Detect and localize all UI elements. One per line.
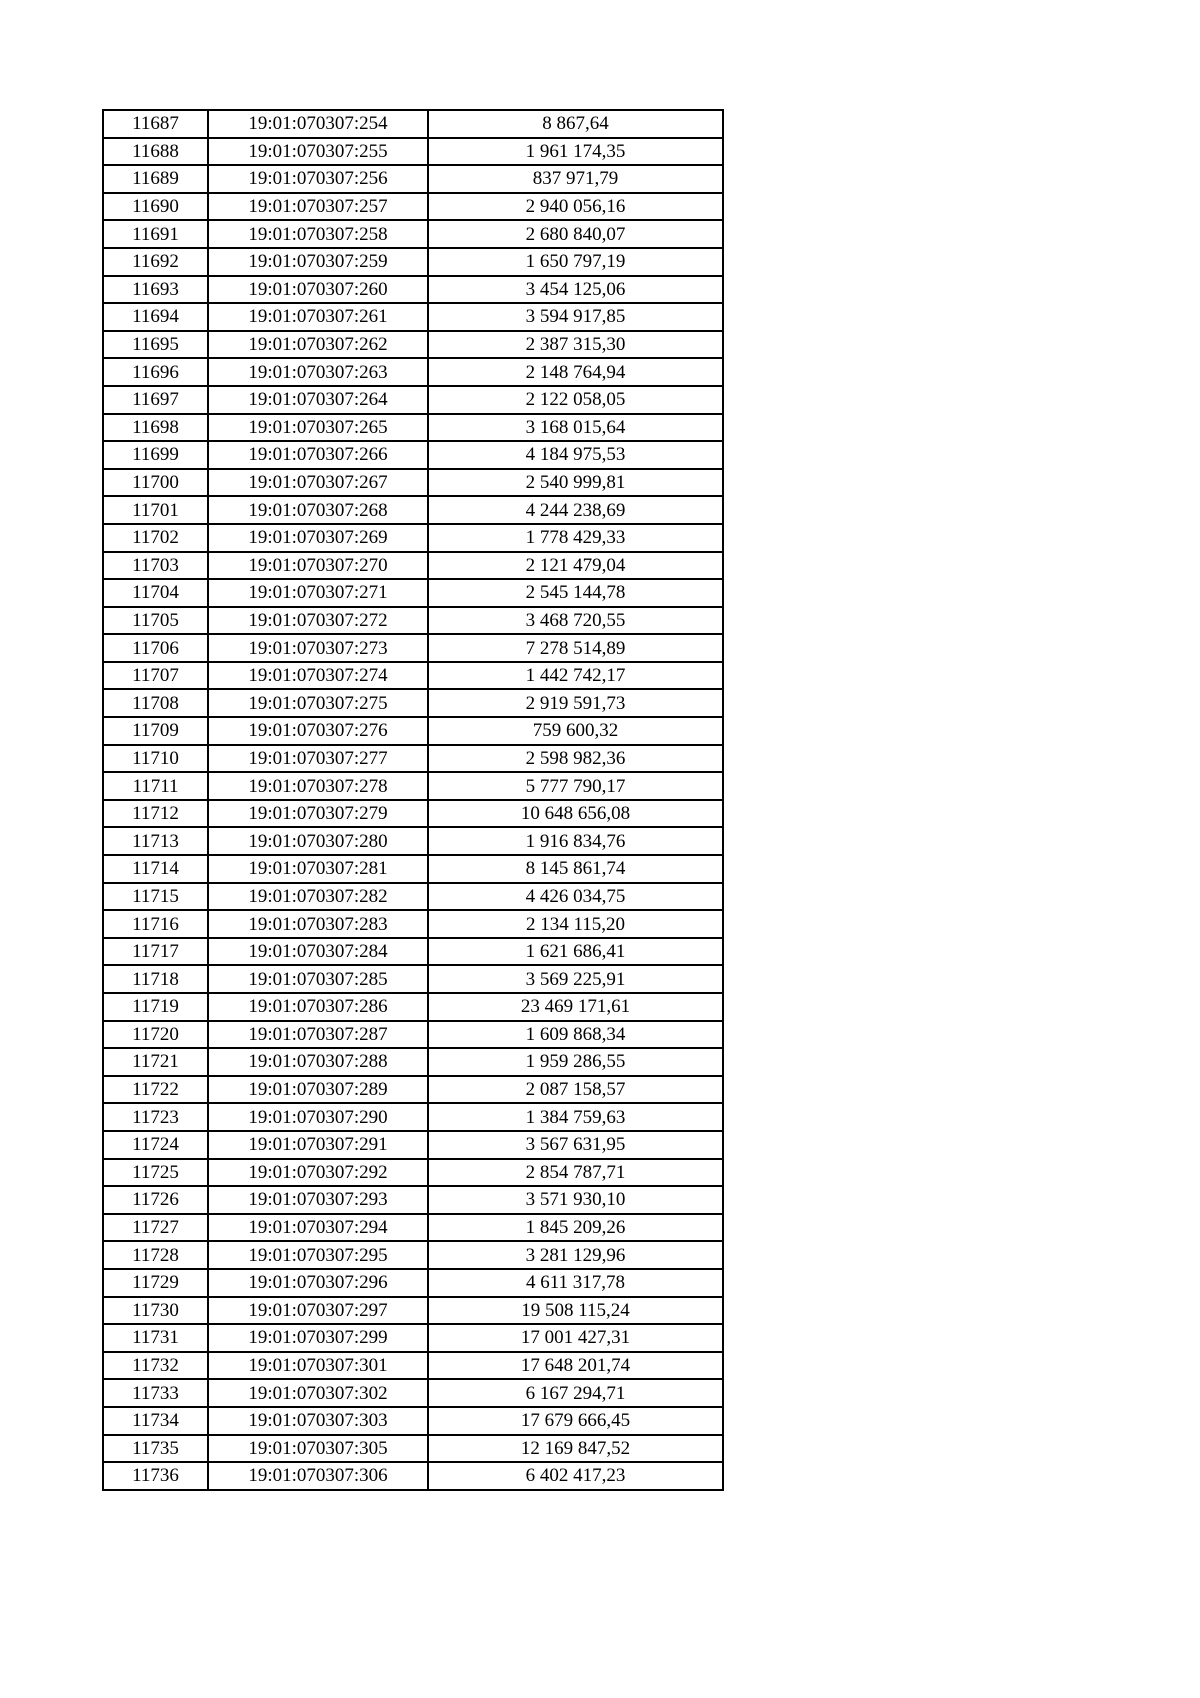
table-row [103,965,723,993]
row-number-cell: 11709 [103,717,208,745]
cadastral-number-cell: 19:01:070307:305 [208,1435,428,1463]
table-row [103,910,723,938]
value-cell: 2 387 315,30 [428,331,723,359]
table-row [103,552,723,580]
cadastral-number-cell: 19:01:070307:288 [208,1048,428,1076]
row-number-cell: 11705 [103,607,208,635]
table-row [103,331,723,359]
row-number-cell: 11723 [103,1103,208,1131]
row-number-cell: 11729 [103,1269,208,1297]
row-number-cell: 11702 [103,524,208,552]
cadastral-number-cell: 19:01:070307:306 [208,1462,428,1490]
table-row [103,414,723,442]
table-row [103,827,723,855]
row-number-cell: 11716 [103,910,208,938]
value-cell: 1 621 686,41 [428,938,723,966]
table-row [103,1352,723,1380]
cadastral-number-cell: 19:01:070307:261 [208,303,428,331]
row-number-cell: 11728 [103,1241,208,1269]
row-number-cell: 11700 [103,469,208,497]
row-number-cell: 11710 [103,745,208,773]
table-row [103,1269,723,1297]
value-cell: 2 134 115,20 [428,910,723,938]
value-cell: 2 540 999,81 [428,469,723,497]
value-cell: 1 959 286,55 [428,1048,723,1076]
table-row [103,717,723,745]
cadastral-number-cell: 19:01:070307:258 [208,220,428,248]
row-number-cell: 11731 [103,1324,208,1352]
table-row [103,1186,723,1214]
table-row [103,855,723,883]
row-number-cell: 11706 [103,634,208,662]
cadastral-number-cell: 19:01:070307:302 [208,1379,428,1407]
row-number-cell: 11711 [103,772,208,800]
cadastral-number-cell: 19:01:070307:273 [208,634,428,662]
row-number-cell: 11720 [103,1021,208,1049]
value-cell: 1 778 429,33 [428,524,723,552]
table-row [103,469,723,497]
row-number-cell: 11703 [103,552,208,580]
value-cell: 6 402 417,23 [428,1462,723,1490]
value-cell: 10 648 656,08 [428,800,723,828]
cadastral-number-cell: 19:01:070307:254 [208,110,428,138]
table-row [103,193,723,221]
value-cell: 6 167 294,71 [428,1379,723,1407]
cadastral-number-cell: 19:01:070307:289 [208,1076,428,1104]
value-cell: 2 854 787,71 [428,1159,723,1187]
cadastral-number-cell: 19:01:070307:267 [208,469,428,497]
row-number-cell: 11694 [103,303,208,331]
table-row [103,1159,723,1187]
value-cell: 1 609 868,34 [428,1021,723,1049]
value-cell: 3 454 125,06 [428,276,723,304]
value-cell: 2 122 058,05 [428,386,723,414]
value-cell: 2 121 479,04 [428,552,723,580]
cadastral-number-cell: 19:01:070307:264 [208,386,428,414]
row-number-cell: 11715 [103,883,208,911]
cadastral-number-cell: 19:01:070307:265 [208,414,428,442]
cadastral-number-cell: 19:01:070307:279 [208,800,428,828]
cadastral-number-cell: 19:01:070307:282 [208,883,428,911]
table-row [103,1407,723,1435]
table-row [103,993,723,1021]
cadastral-number-cell: 19:01:070307:263 [208,358,428,386]
value-cell: 23 469 171,61 [428,993,723,1021]
cadastral-number-cell: 19:01:070307:260 [208,276,428,304]
value-cell: 1 961 174,35 [428,138,723,166]
value-cell: 4 426 034,75 [428,883,723,911]
value-cell: 2 148 764,94 [428,358,723,386]
row-number-cell: 11695 [103,331,208,359]
value-cell: 2 919 591,73 [428,689,723,717]
row-number-cell: 11704 [103,579,208,607]
row-number-cell: 11725 [103,1159,208,1187]
value-cell: 1 442 742,17 [428,662,723,690]
table-row [103,883,723,911]
value-cell: 1 384 759,63 [428,1103,723,1131]
cadastral-number-cell: 19:01:070307:272 [208,607,428,635]
row-number-cell: 11692 [103,248,208,276]
value-cell: 2 087 158,57 [428,1076,723,1104]
row-number-cell: 11699 [103,441,208,469]
value-cell: 4 244 238,69 [428,496,723,524]
table-row [103,579,723,607]
row-number-cell: 11717 [103,938,208,966]
table-row [103,689,723,717]
value-cell: 4 611 317,78 [428,1269,723,1297]
cadastral-number-cell: 19:01:070307:297 [208,1297,428,1325]
table-row [103,1241,723,1269]
cadastral-number-cell: 19:01:070307:276 [208,717,428,745]
cadastral-number-cell: 19:01:070307:293 [208,1186,428,1214]
table-row [103,386,723,414]
table-row [103,1214,723,1242]
table-row [103,358,723,386]
table-row [103,276,723,304]
row-number-cell: 11724 [103,1131,208,1159]
table-row [103,1462,723,1490]
cadastral-number-cell: 19:01:070307:303 [208,1407,428,1435]
cadastral-number-cell: 19:01:070307:262 [208,331,428,359]
row-number-cell: 11726 [103,1186,208,1214]
cadastral-number-cell: 19:01:070307:281 [208,855,428,883]
cadastral-number-cell: 19:01:070307:291 [208,1131,428,1159]
cadastral-number-cell: 19:01:070307:269 [208,524,428,552]
table-row [103,165,723,193]
value-cell: 3 567 631,95 [428,1131,723,1159]
table-row [103,1435,723,1463]
cadastral-number-cell: 19:01:070307:256 [208,165,428,193]
row-number-cell: 11690 [103,193,208,221]
row-number-cell: 11734 [103,1407,208,1435]
cadastral-value-table [102,109,724,1491]
value-cell: 17 648 201,74 [428,1352,723,1380]
value-cell: 3 168 015,64 [428,414,723,442]
row-number-cell: 11713 [103,827,208,855]
table-row [103,1379,723,1407]
table-row [103,1076,723,1104]
table-row [103,524,723,552]
table-row [103,496,723,524]
cadastral-number-cell: 19:01:070307:280 [208,827,428,855]
value-cell: 2 680 840,07 [428,220,723,248]
row-number-cell: 11736 [103,1462,208,1490]
value-cell: 2 545 144,78 [428,579,723,607]
table-row [103,441,723,469]
row-number-cell: 11707 [103,662,208,690]
row-number-cell: 11698 [103,414,208,442]
table-body [103,110,723,1490]
value-cell: 1 845 209,26 [428,1214,723,1242]
value-cell: 2 598 982,36 [428,745,723,773]
value-cell: 17 679 666,45 [428,1407,723,1435]
table-row [103,1131,723,1159]
cadastral-number-cell: 19:01:070307:266 [208,441,428,469]
row-number-cell: 11691 [103,220,208,248]
cadastral-number-cell: 19:01:070307:278 [208,772,428,800]
cadastral-number-cell: 19:01:070307:296 [208,1269,428,1297]
cadastral-number-cell: 19:01:070307:283 [208,910,428,938]
cadastral-number-cell: 19:01:070307:301 [208,1352,428,1380]
value-cell: 12 169 847,52 [428,1435,723,1463]
row-number-cell: 11722 [103,1076,208,1104]
row-number-cell: 11712 [103,800,208,828]
value-cell: 2 940 056,16 [428,193,723,221]
cadastral-number-cell: 19:01:070307:268 [208,496,428,524]
value-cell: 759 600,32 [428,717,723,745]
row-number-cell: 11697 [103,386,208,414]
table-row [103,248,723,276]
table-row [103,110,723,138]
cadastral-number-cell: 19:01:070307:299 [208,1324,428,1352]
row-number-cell: 11718 [103,965,208,993]
cadastral-number-cell: 19:01:070307:285 [208,965,428,993]
cadastral-number-cell: 19:01:070307:259 [208,248,428,276]
table-row [103,1103,723,1131]
row-number-cell: 11693 [103,276,208,304]
row-number-cell: 11701 [103,496,208,524]
row-number-cell: 11727 [103,1214,208,1242]
cadastral-number-cell: 19:01:070307:274 [208,662,428,690]
row-number-cell: 11735 [103,1435,208,1463]
value-cell: 3 571 930,10 [428,1186,723,1214]
table-row [103,1324,723,1352]
row-number-cell: 11721 [103,1048,208,1076]
row-number-cell: 11708 [103,689,208,717]
cadastral-number-cell: 19:01:070307:294 [208,1214,428,1242]
value-cell: 8 145 861,74 [428,855,723,883]
row-number-cell: 11714 [103,855,208,883]
cadastral-number-cell: 19:01:070307:287 [208,1021,428,1049]
table-row [103,1048,723,1076]
table-row [103,1021,723,1049]
cadastral-number-cell: 19:01:070307:284 [208,938,428,966]
value-cell: 1 916 834,76 [428,827,723,855]
table-row [103,800,723,828]
value-cell: 3 468 720,55 [428,607,723,635]
table-row [103,1297,723,1325]
row-number-cell: 11689 [103,165,208,193]
value-cell: 4 184 975,53 [428,441,723,469]
cadastral-number-cell: 19:01:070307:257 [208,193,428,221]
table-row [103,220,723,248]
cadastral-number-cell: 19:01:070307:271 [208,579,428,607]
table-row [103,138,723,166]
table-row [103,662,723,690]
cadastral-number-cell: 19:01:070307:292 [208,1159,428,1187]
cadastral-number-cell: 19:01:070307:295 [208,1241,428,1269]
cadastral-number-cell: 19:01:070307:290 [208,1103,428,1131]
row-number-cell: 11719 [103,993,208,1021]
table-row [103,772,723,800]
value-cell: 837 971,79 [428,165,723,193]
value-cell: 1 650 797,19 [428,248,723,276]
value-cell: 17 001 427,31 [428,1324,723,1352]
value-cell: 7 278 514,89 [428,634,723,662]
row-number-cell: 11733 [103,1379,208,1407]
value-cell: 19 508 115,24 [428,1297,723,1325]
value-cell: 8 867,64 [428,110,723,138]
value-cell: 3 594 917,85 [428,303,723,331]
value-cell: 3 569 225,91 [428,965,723,993]
row-number-cell: 11732 [103,1352,208,1380]
cadastral-number-cell: 19:01:070307:286 [208,993,428,1021]
row-number-cell: 11696 [103,358,208,386]
cadastral-number-cell: 19:01:070307:277 [208,745,428,773]
cadastral-number-cell: 19:01:070307:270 [208,552,428,580]
value-cell: 3 281 129,96 [428,1241,723,1269]
table-row [103,607,723,635]
table-row [103,938,723,966]
table-row [103,303,723,331]
table-row [103,634,723,662]
row-number-cell: 11687 [103,110,208,138]
cadastral-number-cell: 19:01:070307:255 [208,138,428,166]
table-row [103,745,723,773]
value-cell: 5 777 790,17 [428,772,723,800]
row-number-cell: 11730 [103,1297,208,1325]
row-number-cell: 11688 [103,138,208,166]
cadastral-number-cell: 19:01:070307:275 [208,689,428,717]
